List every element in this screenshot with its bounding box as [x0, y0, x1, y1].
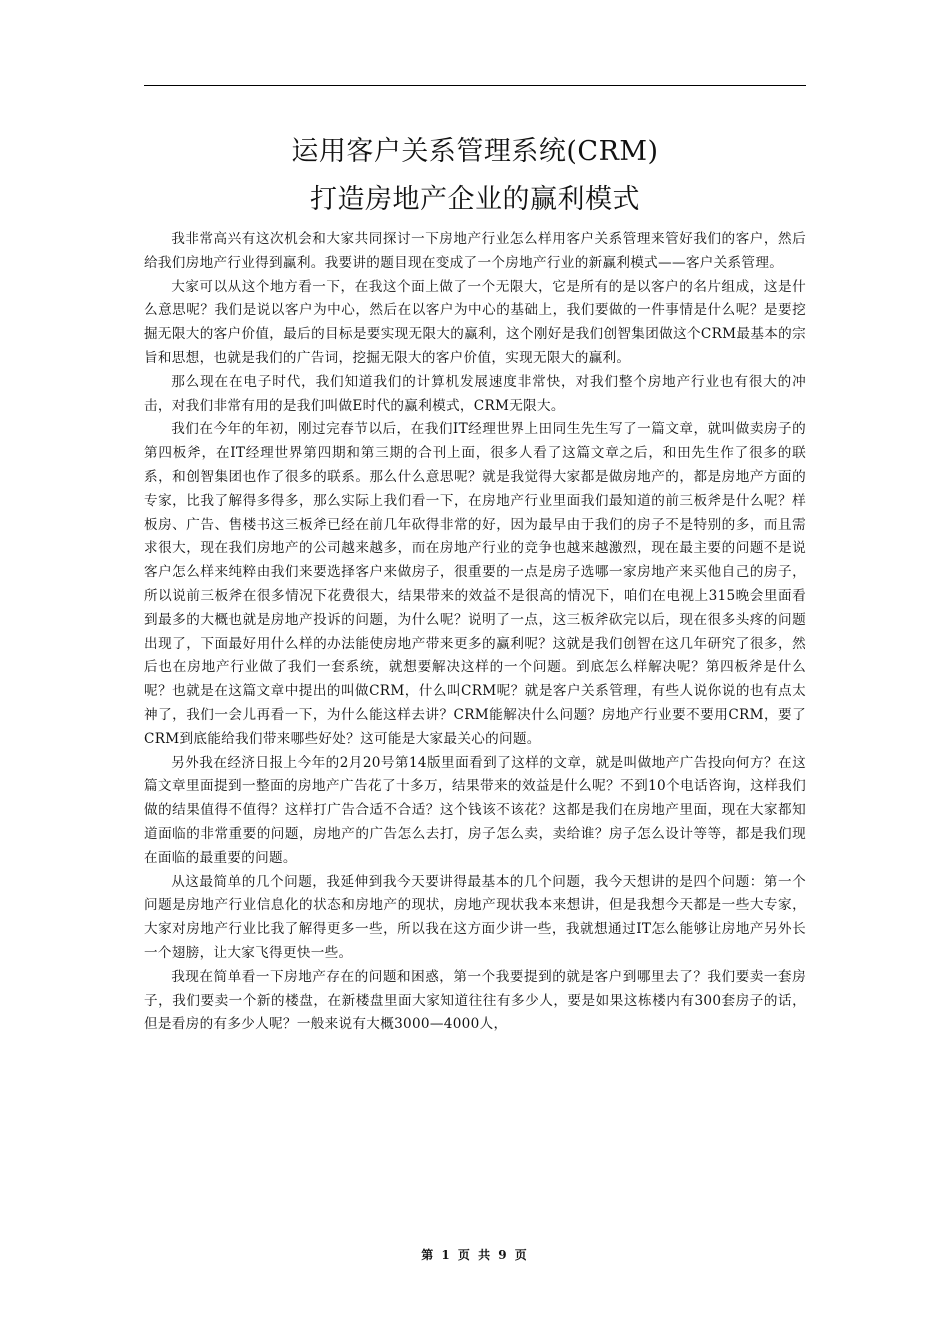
page-footer: 第 1 页 共 9 页: [421, 1248, 529, 1262]
header-rule: [144, 85, 806, 86]
document-title-line-1: 运用客户关系管理系统(CRM): [291, 136, 659, 167]
paragraph-2: 大家可以从这个地方看一下，在我这个面上做了一个无限大，它是所有的是以客户的名片组成，这是什么意思呢？我们是说以客户为中心，然后在以客户为中心的基础上，我们要做的一件事情是什么呢？是要挖掘无限大的客户价值，最后的目标是要实现无限大的赢利，这个刚好是我们创智集团做这个CRM最基本的宗旨和思想，也就是我们的广告词，挖掘无限大的客户价值，实现无限大的赢利。: [144, 278, 806, 366]
paragraph-1: 我非常高兴有这次机会和大家共同探讨一下房地产行业怎么样用客户关系管理来管好我们的客户，然后给我们房地产行业得到赢利。我要讲的题目现在变成了一个房地产行业的新赢利模式——客户关系管理。: [144, 231, 806, 271]
document-title-line-2: 打造房地产企业的赢利模式: [310, 184, 640, 215]
paragraph-7: 我现在简单看一下房地产存在的问题和困惑，第一个我要提到的就是客户到哪里去了？我们要卖一套房子，我们要卖一个新的楼盘，在新楼盘里面大家知道往往有多少人，要是如果这栋楼内有300套房子的话，但是看房的有多少人呢？一般来说有大概3000—4000人，: [144, 968, 806, 1033]
paragraph-5: 另外我在经济日报上今年的2月20号第14版里面看到了这样的文章，就是叫做地产广告投向何方？在这篇文章里面提到一整面的房地产广告花了十多万，结果带来的效益是什么呢？不到10个电话咨询，这样我们做的结果值得不值得？这样打广告合适不合适？这个钱该不该花？这都是我们在房地产里面，现在大家都知道面临的非常重要的问题，房地产的广告怎么去打，房子怎么卖，卖给谁？房子怎么设计等等，都是我们现在面临的最重要的问题。: [144, 754, 806, 866]
paragraph-4: 我们在今年的年初，刚过完春节以后，在我们IT经理世界上田同生先生写了一篇文章，就叫做卖房子的第四板斧，在IT经理世界第四期和第三期的合刊上面，很多人看了这篇文章之后，和田先生作了很多的联系，和创智集团也作了很多的联系。那么什么意思呢？就是我觉得大家都是做房地产的，都是房地产方面的专家，比我了解得多得多，那么实际上我们看一下，在房地产行业里面我们最知道的前三板斧是什么呢？样板房、广告、售楼书这三板斧已经在前几年砍得非常的好，因为最早由于我们的房子不是特别的多，而且需求很大，现在我们房地产的公司越来越多，而在房地产行业的竞争也越来越激烈，现在最主要的问题不是说客户怎么样来纯粹由我们来要选择客户来做房子，很重要的一点是房子选哪一家房地产来买他自己的房子，所以说前三板斧在很多情况下花费很大，结果带来的效益不是很高的情况下，咱们在电视上315晚会里面看到最多的大概也就是房地产投诉的问题，为什么呢？说明了一点，这三板斧砍完以后，现在很多头疼的问题出现了，下面最好用什么样的办法能使房地产带来更多的赢利呢？这就是我们创智在这几年研究了很多，然后也在房地产行业做了我们一套系统，就想要解决这样的一个问题。到底怎么样解决呢？第四板斧是什么呢？也就是在这篇文章中提出的叫做CRM，什么叫CRM呢？就是客户关系管理，有些人说你说的也有点太神了，我们一会儿再看一下，为什么能这样去讲？CRM能解决什么问题？房地产行业要不要用CRM，要了CRM到底能给我们带来哪些好处？这可能是大家最关心的问题。: [144, 421, 806, 747]
paragraph-6: 从这最简单的几个问题，我延伸到我今天要讲得最基本的几个问题，我今天想讲的是四个问题：第一个问题是房地产行业信息化的状态和房地产的现状，房地产现状我本来想讲，但是我想今天都是一些大专家，大家对房地产行业比我了解得更多一些，所以我在这方面少讲一些，我就想通过IT怎么能够让房地产另外长一个翅膀，让大家飞得更快一些。: [144, 873, 806, 961]
paragraph-3: 那么现在在电子时代，我们知道我们的计算机发展速度非常快，对我们整个房地产行业也有很大的冲击，对我们非常有用的是我们叫做E时代的赢利模式，CRM无限大。: [144, 373, 806, 414]
document-body: [144, 228, 806, 1037]
